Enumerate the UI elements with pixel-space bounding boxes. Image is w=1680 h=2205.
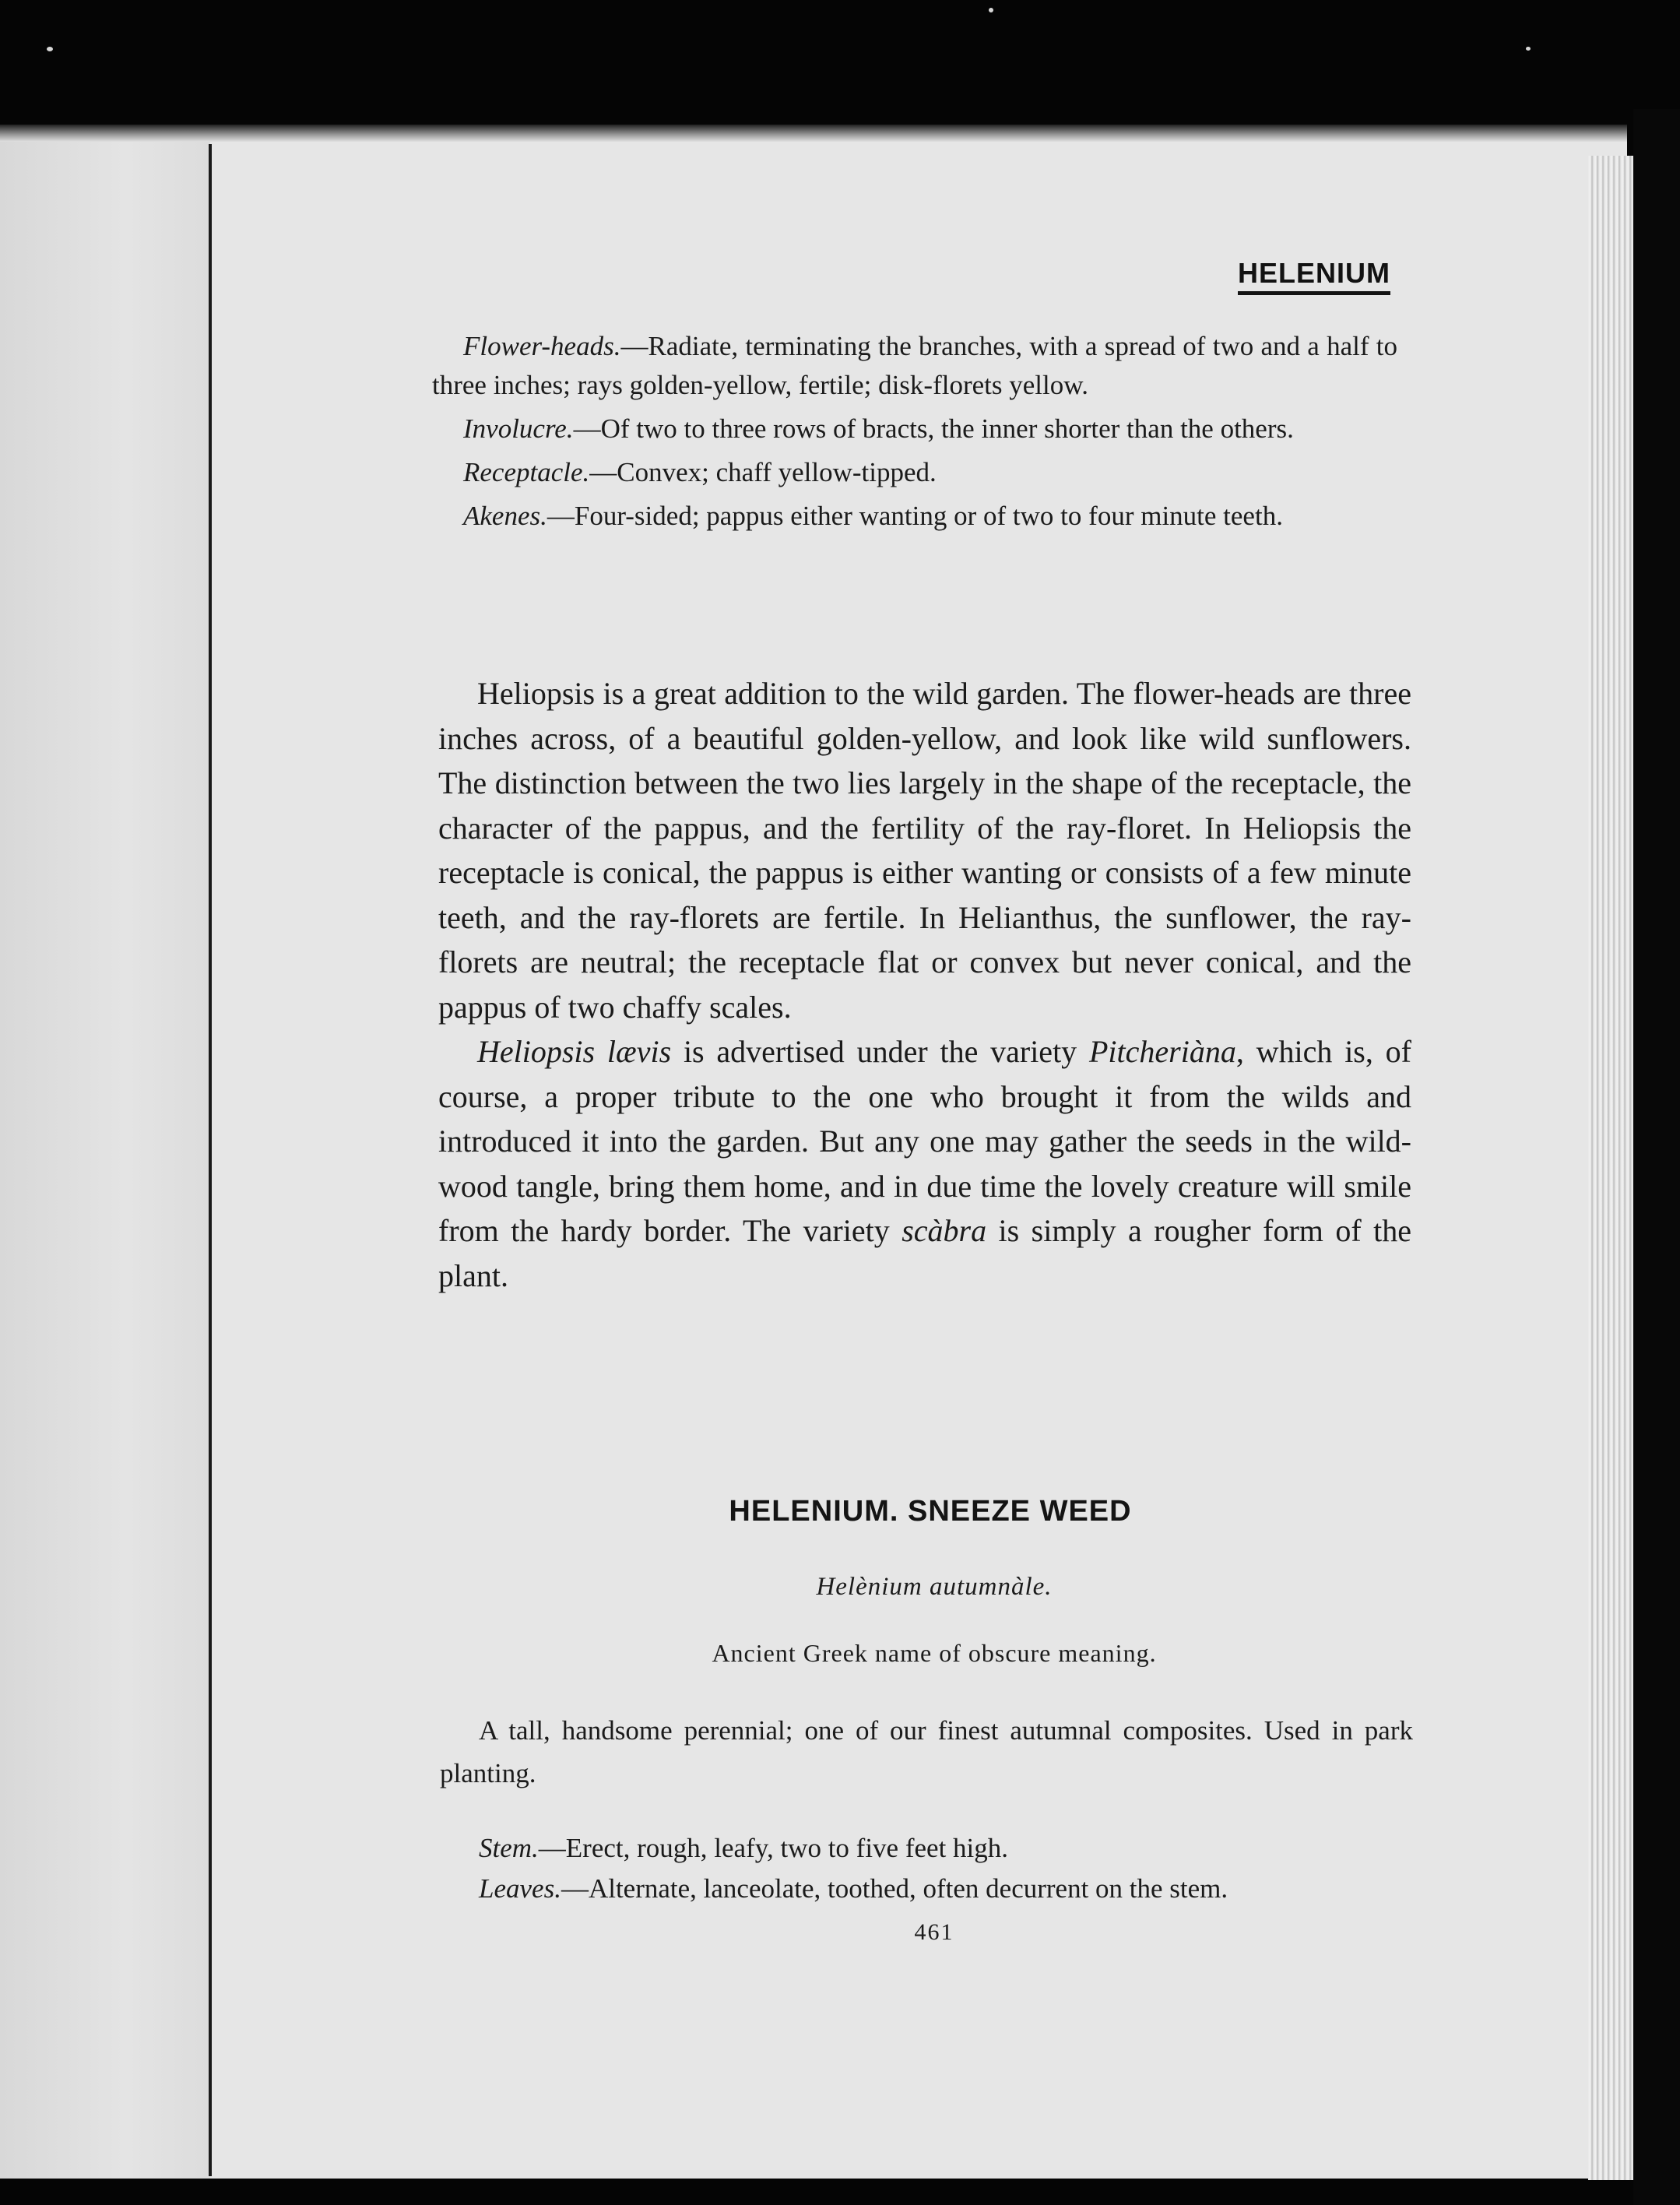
- page-top-shadow: [0, 125, 1627, 142]
- description-text: —Convex; chaff yellow-tipped.: [589, 457, 937, 487]
- species-name: Heliopsis lævis: [477, 1034, 672, 1069]
- description-label: Involucre.: [463, 413, 574, 444]
- description-item: [432, 327, 1397, 405]
- feature-item: [440, 1828, 1417, 1869]
- page-left-margin: [0, 131, 210, 2179]
- description-text: —Of two to three rows of bracts, the inner shorter than the others.: [573, 413, 1294, 444]
- description-text: —Four-sided; pappus either wanting or of two to four minute teeth.: [547, 501, 1283, 531]
- paragraph-text: is simply a rougher form of the plant.: [438, 1213, 1411, 1293]
- scan-speck: [989, 8, 993, 12]
- paragraph-text: is advertised under the variety: [671, 1034, 1089, 1069]
- feature-text: —Erect, rough, leafy, two to five feet high.: [538, 1833, 1009, 1863]
- variety-name: scàbra: [902, 1213, 987, 1248]
- heliopsis-description: [432, 327, 1397, 540]
- scan-speck: [47, 47, 53, 51]
- page-gutter-line: [209, 144, 212, 2176]
- description-text: —Radiate, terminating the branches, with a spread of two and a half to three inches; rays golden-yellow, fertile; disk-florets yellow.: [432, 331, 1397, 400]
- running-head: HELENIUM: [1238, 257, 1390, 295]
- heliopsis-body: [438, 671, 1411, 1298]
- page-stack-edge: [1588, 156, 1640, 2180]
- paragraph-text: , which is, of course, a proper tribute to the one who brought it from the wilds and introduced it into the garden. But any one may gather the seeds in the wild-wood tangle, bring them home, and in due time the lovely creature will smile from the hardy border. The variety: [438, 1034, 1411, 1248]
- scan-speck: [1526, 47, 1531, 51]
- description-label: Akenes.: [463, 501, 547, 531]
- etymology-line: Ancient Greek name of obscure meaning.: [712, 1639, 1157, 1667]
- feature-text: —Alternate, lanceolate, toothed, often decurrent on the stem.: [561, 1873, 1228, 1904]
- helenium-features: [440, 1828, 1417, 1909]
- scan-background-right: [1633, 109, 1680, 2205]
- helenium-intro: A tall, handsome perennial; one of our finest autumnal composites. Used in park planting.: [440, 1715, 1413, 1788]
- section-heading: HELENIUM. SNEEZE WEED: [729, 1495, 1132, 1528]
- description-item: [432, 453, 1397, 492]
- feature-label: Stem.: [479, 1833, 539, 1863]
- latin-name: Helènium autumnàle.: [816, 1573, 1053, 1601]
- variety-name: Pitcheriàna: [1088, 1034, 1236, 1069]
- paragraph-heliopsis-varieties: [438, 1029, 1411, 1298]
- paragraph-heliopsis-comparison: Heliopsis is a great addition to the wild garden. The flower-heads are three inches across, of a beautiful golden-yellow, and look like wild sunflowers. The distinction between the two lies largely in the shape of the receptacle, the character of the pappus, and the fertility of the ray-floret. In Heliopsis the receptacle is conical, the pappus is either wanting or consists of a few minute teeth, and the ray-florets are fertile. In Helianthus, the sunflower, the ray-florets are neutral; the receptacle flat or convex but never conical, and the pappus of two chaffy scales.: [438, 676, 1411, 1025]
- description-label: Receptacle.: [463, 457, 590, 487]
- description-item: [432, 410, 1397, 448]
- description-item: [432, 497, 1397, 536]
- feature-label: Leaves.: [479, 1873, 561, 1904]
- page-number: 461: [914, 1919, 954, 1945]
- feature-item: [440, 1869, 1417, 1909]
- description-label: Flower-heads.: [463, 331, 621, 361]
